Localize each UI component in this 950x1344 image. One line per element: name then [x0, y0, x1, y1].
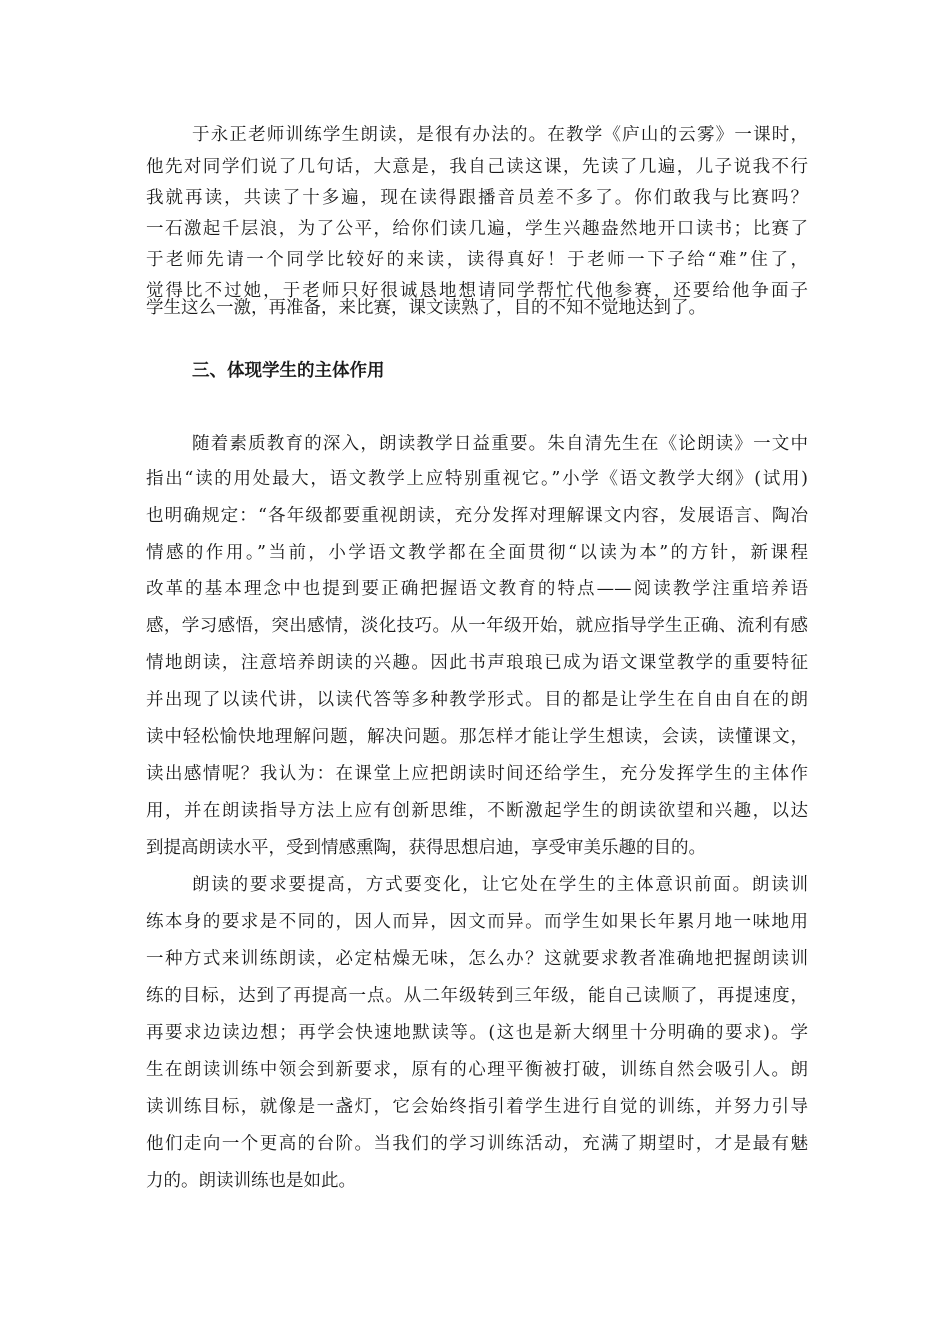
text-line: 感，学习感悟，突出感情，淡化技巧。从一年级开始，就应指导学生正确、流利有感: [146, 616, 808, 636]
text-line: 随着素质教育的深入，朗读教学日益重要。朱自清先生在《论朗读》一文中: [192, 434, 808, 454]
text-line: 力的。朗读训练也是如此。: [146, 1171, 356, 1191]
text-line: 读中轻松愉快地理解问题，解决问题。那怎样才能让学生想读，会读，读懂课文，: [146, 727, 808, 747]
text-line: 于老师先请一个同学比较好的来读，读得真好！于老师一下子给“难”住了，: [146, 250, 808, 270]
section-heading: 三、体现学生的主体作用: [192, 361, 385, 381]
text-line: 也明确规定：“各年级都要重视朗读，充分发挥对理解课文内容，发展语言、陶冶: [146, 506, 808, 526]
text-line: 情感的作用。”当前，小学语文教学都在全面贯彻“以读为本”的方针，新课程: [146, 543, 808, 563]
text-line: 觉得比不过她，于老师只好很诚恳地想请同学帮忙代他参赛，还要给他争面子: [146, 281, 808, 301]
text-line: 练本身的要求是不同的，因人而异，因文而异。而学生如果长年累月地一味地用: [146, 912, 808, 932]
text-line: 于永正老师训练学生朗读，是很有办法的。在教学《庐山的云雾》一课时，: [192, 125, 808, 145]
text-line: 情地朗读，注意培养朗读的兴趣。因此书声琅琅已成为语文课堂教学的重要特征: [146, 653, 808, 673]
text-line: 到提高朗读水平，受到情感熏陶，获得思想启迪，享受审美乐趣的目的。: [146, 838, 706, 858]
text-line: 他先对同学们说了几句话，大意是，我自己读这课，先读了几遍，儿子说我不行: [146, 157, 808, 177]
text-line: 一种方式来训练朗读，必定枯燥无味，怎么办？这就要求教者准确地把握朗读训: [146, 949, 808, 969]
text-line: 我就再读，共读了十多遍，现在读得跟播音员差不多了。你们敢我与比赛吗？: [146, 188, 808, 208]
text-line: 一石激起千层浪，为了公平，给你们读几遍，学生兴趣盎然地开口读书；比赛了: [146, 219, 808, 239]
text-line: 朗读的要求要提高，方式要变化，让它处在学生的主体意识前面。朗读训: [192, 875, 808, 895]
text-line: 读训练目标，就像是一盏灯，它会始终指引着学生进行自觉的训练，并努力引导: [146, 1097, 808, 1117]
text-line: 指出“读的用处最大，语文教学上应特别重视它。”小学《语文教学大纲》(试用): [146, 469, 808, 489]
text-line: 读出感情呢？我认为：在课堂上应把朗读时间还给学生，充分发挥学生的主体作: [146, 764, 808, 784]
text-line: 改革的基本理念中也提到要正确把握语文教育的特点——阅读教学注重培养语: [146, 579, 808, 599]
text-line: 他们走向一个更高的台阶。当我们的学习训练活动，充满了期望时，才是最有魅: [146, 1134, 808, 1154]
text-line: 用，并在朗读指导方法上应有创新思维，不断激起学生的朗读欲望和兴趣，以达: [146, 801, 808, 821]
text-line: 生在朗读训练中领会到新要求，原有的心理平衡被打破，训练自然会吸引人。朗: [146, 1060, 808, 1080]
text-line: 并出现了以读代讲，以读代答等多种教学形式。目的都是让学生在自由自在的朗: [146, 690, 808, 710]
text-line: 练的目标，达到了再提高一点。从二年级转到三年级，能自己读顺了，再提速度，: [146, 986, 808, 1006]
text-line: 学生这么一激，再准备，来比赛，课文读熟了，目的不知不觉地达到了。: [146, 298, 706, 318]
text-line: 再要求边读边想；再学会快速地默读等。(这也是新大纲里十分明确的要求)。学: [146, 1023, 808, 1043]
